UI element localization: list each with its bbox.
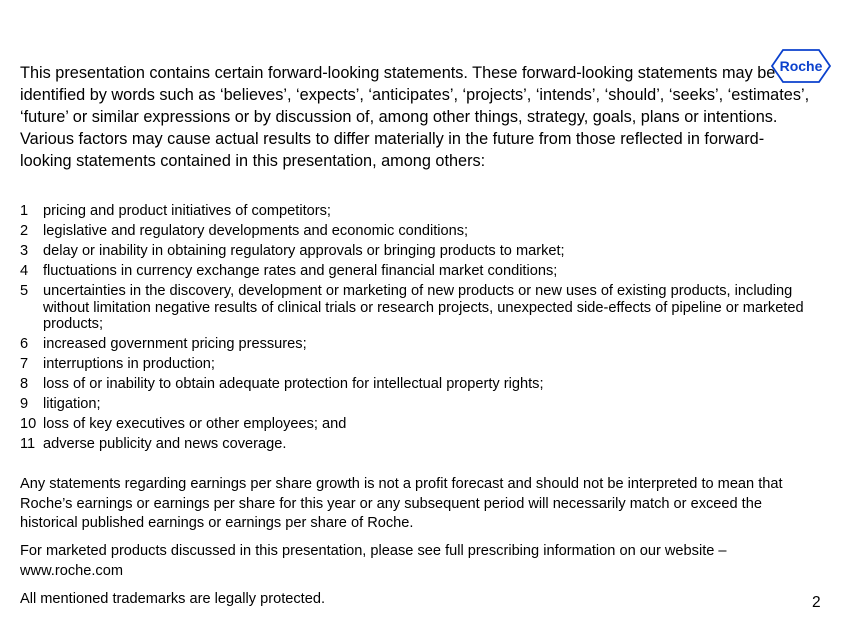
- logo-text: Roche: [779, 58, 823, 74]
- risk-text: legislative and regulatory developments and economic conditions;: [43, 223, 469, 239]
- risk-text: interruptions in production;: [43, 356, 215, 372]
- risk-item: [20, 356, 810, 373]
- risk-text: adverse publicity and news coverage.: [43, 436, 287, 452]
- risk-factor-list: [20, 203, 810, 456]
- risk-text: litigation;: [43, 396, 101, 412]
- risk-text: uncertainties in the discovery, development or marketing of new products or new uses of existing products, including without limitation negative results of clinical trials or research projects, unexpected side-effects of pipeline or marketed products;: [43, 283, 804, 332]
- risk-text: loss of key executives or other employees; and: [43, 416, 347, 432]
- risk-text: loss of or inability to obtain adequate protection for intellectual property rights;: [43, 376, 544, 392]
- risk-item: [20, 243, 810, 260]
- risk-text: pricing and product initiatives of competitors;: [43, 203, 331, 219]
- eps-disclaimer: Any statements regarding earnings per share growth is not a profit forecast and should not be interpreted to mean that Roche’s earnings or earnings per share for this year or any subsequent period will necessarily match or exceed the historical published earnings or earnings per share of Roche.: [20, 476, 783, 531]
- risk-number: 6: [20, 336, 29, 352]
- risk-number: 1: [20, 203, 29, 219]
- intro-paragraph: This presentation contains certain forward-looking statements. These forward-looking statements may be identified by words such as ‘believes’, ‘expects’, ‘anticipates’, ‘projects’, ‘intends’, ‘should’, ‘seeks’, ‘estimates’, ‘future’ or similar expressions or by discussion of, among other things, strategy, goals, plans or intentions. Various factors may cause actual results to differ materially in the future from those reflected in forward-looking statements contained in this presentation, among others:: [20, 64, 810, 170]
- risk-item: [20, 203, 810, 220]
- risk-item: [20, 223, 810, 240]
- marketed-products-note: For marketed products discussed in this presentation, please see full prescribing information on our website – www.roche.com: [20, 543, 727, 579]
- page-number: 2: [812, 594, 821, 611]
- risk-text: delay or inability in obtaining regulatory approvals or bringing products to market;: [43, 243, 565, 259]
- risk-text: fluctuations in currency exchange rates and general financial market conditions;: [43, 263, 558, 279]
- risk-item: [20, 416, 810, 433]
- risk-number: 7: [20, 356, 29, 372]
- risk-item: [20, 396, 810, 413]
- risk-number: 11: [20, 436, 36, 452]
- risk-number: 5: [20, 283, 29, 299]
- risk-number: 2: [20, 223, 29, 239]
- risk-item: [20, 376, 810, 393]
- risk-number: 4: [20, 263, 29, 279]
- risk-item: [20, 283, 810, 333]
- risk-item: [20, 263, 810, 280]
- risk-number: 8: [20, 376, 29, 392]
- risk-number: 9: [20, 396, 29, 412]
- trademarks-note: All mentioned trademarks are legally protected.: [20, 591, 326, 607]
- risk-text: increased government pricing pressures;: [43, 336, 307, 352]
- risk-number: 10: [20, 416, 37, 432]
- risk-item: [20, 336, 810, 353]
- risk-number: 3: [20, 243, 29, 259]
- risk-item: [20, 436, 810, 453]
